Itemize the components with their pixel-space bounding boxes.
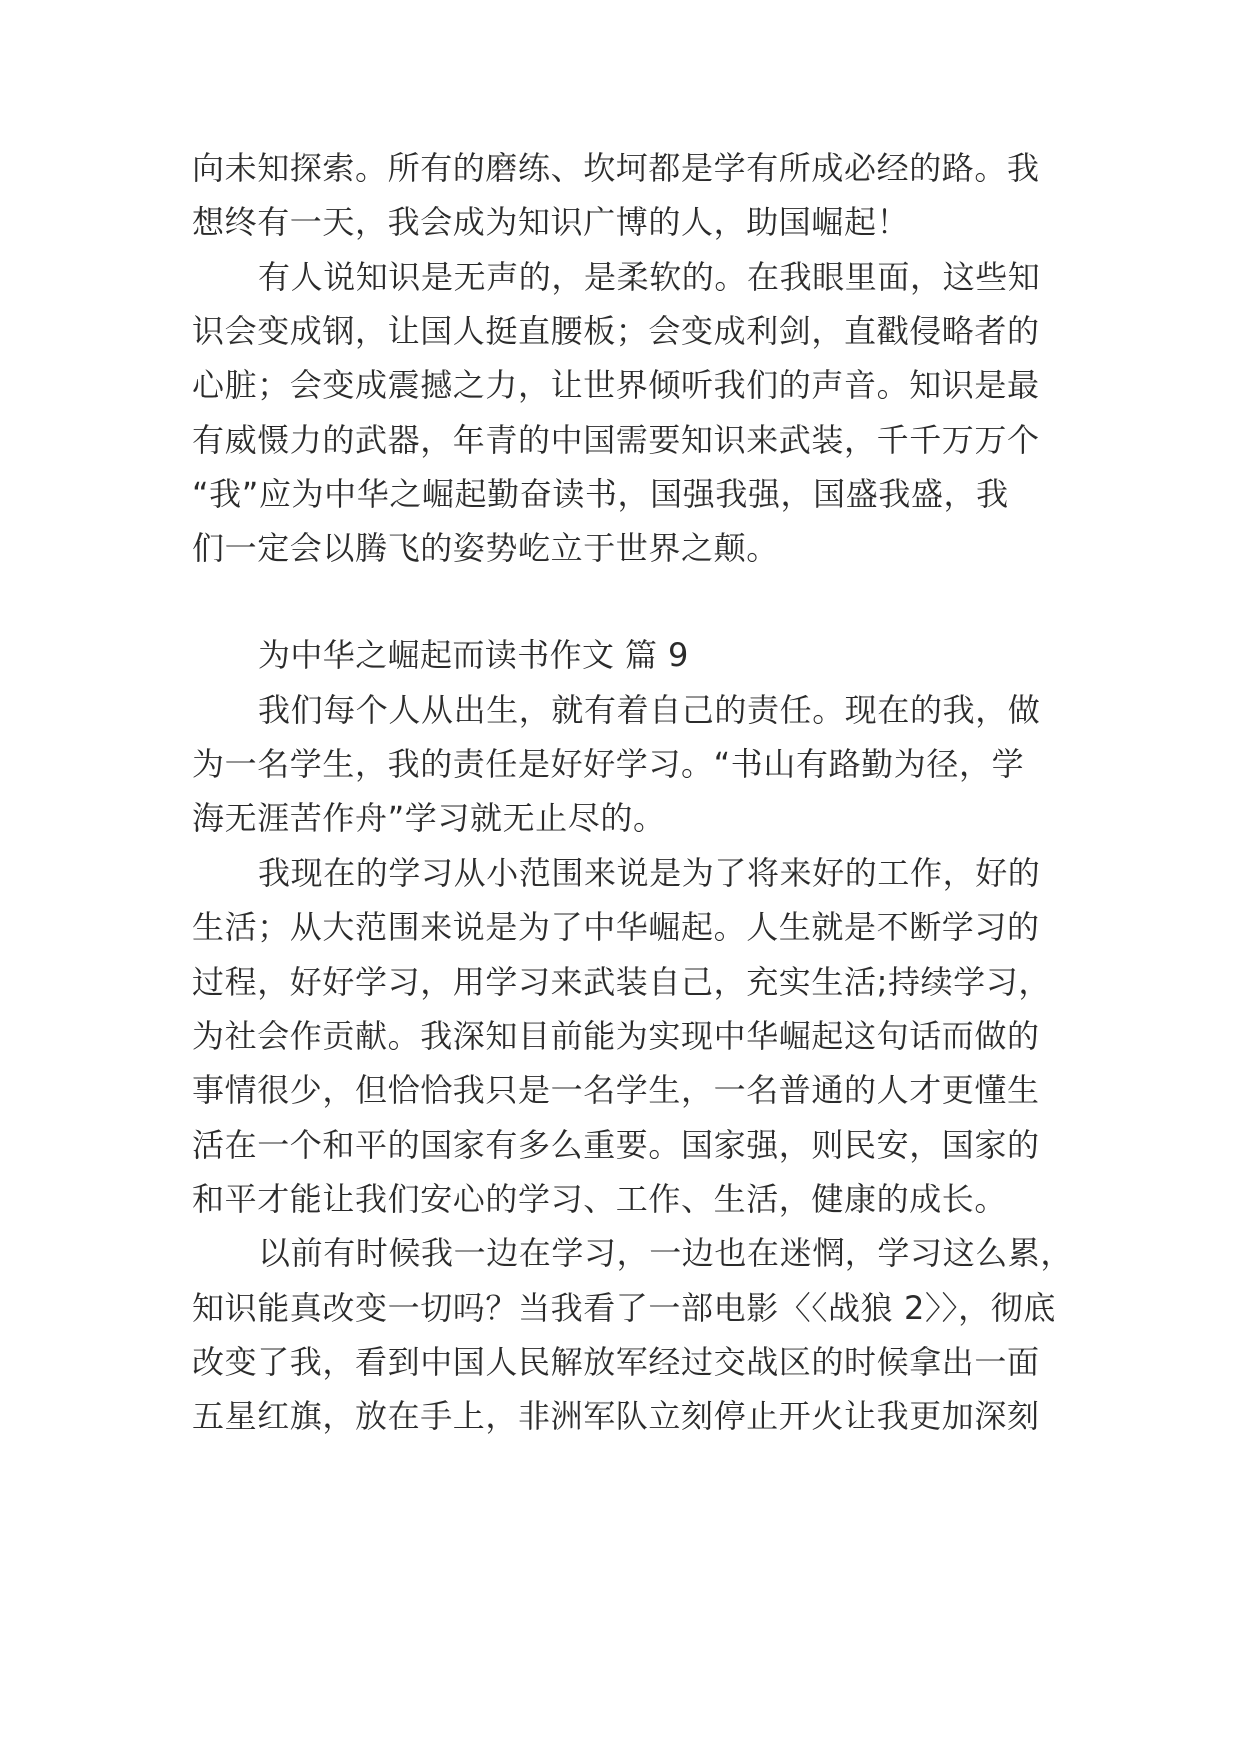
paragraph-line: 有人说知识是无声的，是柔软的。在我眼里面，这些知: [258, 258, 1041, 296]
section-heading: 为中华之崛起而读书作文 篇 9: [258, 636, 689, 674]
paragraph-line: 过程，好好学习，用学习来武装自己，充实生活;持续学习，: [192, 963, 1051, 1001]
paragraph-line: 向未知探索。所有的磨练、坎坷都是学有所成必经的路。我: [192, 149, 1040, 187]
paragraph-line: 生活；从大范围来说是为了中华崛起。人生就是不断学习的: [192, 908, 1040, 946]
paragraph-line: 有威慑力的武器，年青的中国需要知识来武装，千千万万个: [192, 421, 1040, 459]
paragraph-line: 事情很少，但恰恰我只是一名学生，一名普通的人才更懂生: [192, 1071, 1040, 1109]
paragraph-line: 知识能真改变一切吗？当我看了一部电影〈〈战狼 2〉〉，彻底: [192, 1289, 1056, 1327]
paragraph-line: 我们每个人从出生，就有着自己的责任。现在的我，做: [258, 691, 1041, 729]
paragraph-line: 心脏；会变成震撼之力，让世界倾听我们的声音。知识是最: [192, 366, 1040, 404]
paragraph-line: 为社会作贡献。我深知目前能为实现中华崛起这句话而做的: [192, 1017, 1040, 1055]
paragraph-line: “我”应为中华之崛起勤奋读书，国强我强，国盛我盛，我: [192, 475, 1009, 513]
paragraph-line: 五星红旗，放在手上，非洲军队立刻停止开火让我更加深刻: [192, 1397, 1040, 1435]
paragraph-line: 们一定会以腾飞的姿势屹立于世界之颠。: [192, 529, 779, 567]
paragraph-line: 为一名学生，我的责任是好好学习。“书山有路勤为径，学: [192, 745, 1025, 783]
paragraph-line: 海无涯苦作舟”学习就无止尽的。: [192, 799, 666, 837]
paragraph-line: 识会变成钢，让国人挺直腰板；会变成利剑，直戳侵略者的: [192, 312, 1040, 350]
paragraph-line: 我现在的学习从小范围来说是为了将来好的工作，好的: [258, 854, 1041, 892]
paragraph-line: 和平才能让我们安心的学习、工作、生活，健康的成长。: [192, 1180, 1008, 1218]
paragraph-line: 改变了我，看到中国人民解放军经过交战区的时候拿出一面: [192, 1343, 1040, 1381]
paragraph-line: 想终有一天，我会成为知识广博的人，助国崛起！: [192, 203, 910, 241]
paragraph-line: 活在一个和平的国家有多么重要。国家强，则民安，国家的: [192, 1126, 1040, 1164]
paragraph-line: 以前有时候我一边在学习，一边也在迷惘，学习这么累，: [258, 1234, 1074, 1272]
